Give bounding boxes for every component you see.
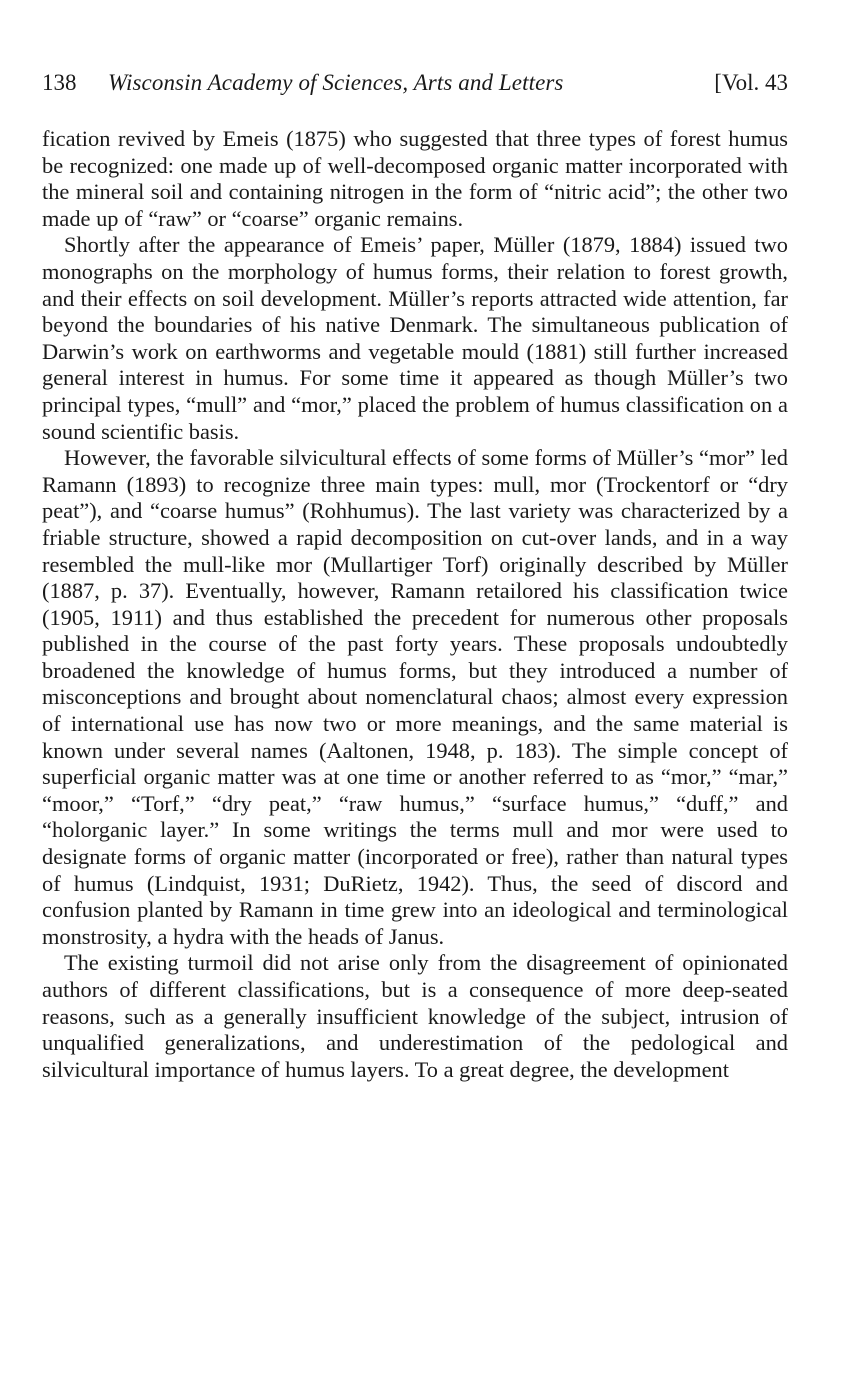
paragraph-2: Shortly after the appearance of Emeis’ paper, Müller (1879, 1884) issued two monographs on the morphology of humus forms, their relation to forest growth, and their effects on soil development. Müller’s reports attracted wide attention, far beyond the boundaries of his native Denmark. The simultaneous publication of Darwin’s work on earthworms and vegetable mould (1881) still further increased general interest in humus. For some time it appeared as though Müller’s two principal types, “mull” and “mor,” placed the problem of humus classification on a sound scientific basis. bbox=[42, 232, 788, 444]
volume-label: [Vol. 43 bbox=[714, 70, 788, 95]
journal-title: Wisconsin Academy of Sciences, Arts and Letters bbox=[108, 70, 564, 95]
paragraph-4: The existing turmoil did not arise only from the disagreement of opinionated authors of different classifications, but is a consequence of more deep-seated reasons, such as a generally insufficient knowledge of the subject, intrusion of unqualified generalizations, and underestimation of the pedological and silvicultural importance of humus layers. To a great degree, the development bbox=[42, 950, 788, 1082]
paragraph-1: fication revived by Emeis (1875) who suggested that three types of forest humus be recognized: one made up of well-decomposed organic matter incorporated with the mineral soil and containing nitrogen in the form of “nitric acid”; the other two made up of “raw” or “coarse” organic remains. bbox=[42, 126, 788, 231]
document-page bbox=[42, 70, 788, 1083]
body-text bbox=[42, 126, 788, 1083]
page-number: 138 bbox=[42, 70, 77, 95]
paragraph-3: However, the favorable silvicultural effects of some forms of Müller’s “mor” led Ramann (1893) to recognize three main types: mull, mor (Trockentorf or “dry peat”), and “coarse humus” (Rohhumus). The last variety was characterized by a friable structure, showed a rapid decomposition on cut-over lands, and in a way resembled the mull-like mor (Mullartiger Torf) originally described by Müller (1887, p. 37). Eventually, however, Ramann retailored his classification twice (1905, 1911) and thus established the precedent for numerous other proposals published in the course of the past forty years. These proposals undoubtedly broadened the knowledge of humus forms, but they introduced a number of misconceptions and brought about nomenclatural chaos; almost every expression of international use has now two or more meanings, and the same material is known under several names (Aaltonen, 1948, p. 183). The simple concept of superficial organic matter was at one time or another referred to as “mor,” “mar,” “moor,” “Torf,” “dry peat,” “raw humus,” “surface humus,” “duff,” and “holorganic layer.” In some writings the terms mull and mor were used to designate forms of organic matter (incorporated or free), rather than natural types of humus (Lindquist, 1931; DuRietz, 1942). Thus, the seed of discord and confusion planted by Ramann in time grew into an ideological and terminological monstrosity, a hydra with the heads of Janus. bbox=[42, 445, 788, 949]
running-header bbox=[42, 70, 788, 104]
